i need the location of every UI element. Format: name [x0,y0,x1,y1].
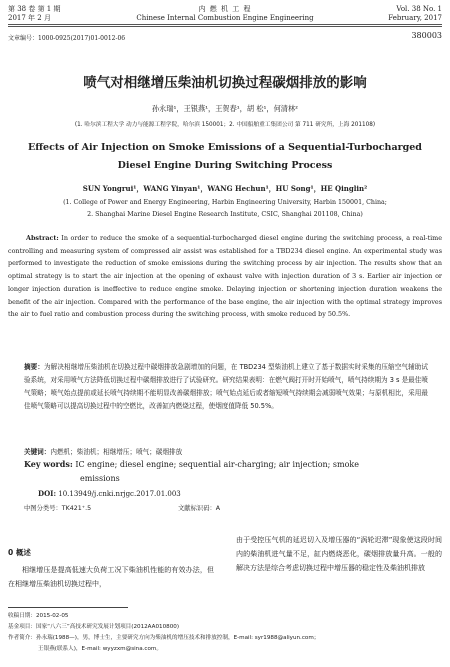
keywords-chinese: 关键词：内燃机；柴油机；相继增压；喷气；碳烟排放 [24,448,183,456]
abstract-english [8,232,442,321]
footnote-received: 收稿日期：2015-02-05 [8,613,69,619]
authors-english: SUN Yongrui¹，WANG Yinyan¹，WANG Hechun¹，HU Song¹，HE Qinglin² [82,184,368,193]
article-number: 文章编号：1000-0925(2017)01-0012-06 [8,35,126,42]
volume-info: Vol. 38 No. 1 February, 2017 [388,5,442,22]
keywords-english-cont: emissions [80,474,120,483]
affiliation-english-line2: 2. Shanghai Marine Diesel Engine Research Institute, CSIC, Shanghai 201108, China) [87,211,363,218]
affiliation-chinese: (1. 哈尔滨工程大学 动力与能源工程学院，哈尔滨 150001；2. 中国船舶重工集团公司 第 711 研究所，上海 201108) [74,122,376,128]
document-code: 文献标识码：A [178,505,221,512]
title-english-line1: Effects of Air Injection on Smoke Emissions of a Sequential-Turbocharged [28,142,422,153]
journal-name: 内 燃 机 工 程 Chinese Internal Combustion Engine Engineering [136,5,314,22]
abstract-cn-text: 为解决相继增压柴油机在切换过程中碳烟排放急剧增加的问题，在 TBD234 型柴油机上建立了基于数据实时采集的压缩空气辅助试验系统，对采用喷气方法降低切换过程中碳烟排放进行了试验研究。研究结果表明：在燃气阀打开时开始喷气，喷气持续期为 3 s 是最佳喷气策略；喷气始点提前或延长喷气持续期不能明显改善碳烟排放；喷气始点延后或者缩短喷气持续期会减弱喷气效果；与原机相比，采用最佳喷气策略可以提高切换过程中的空燃比，改善缸内燃烧过程，使烟度值降低 50.5%。 [24,363,429,410]
body-text-left: 相继增压是提高低速大负荷工况下柴油机性能的有效办法，但在相继增压柴油机切换过程中， [8,566,214,588]
doi: DOI: 10.13949/j.cnki.nrjgc.2017.01.003 [38,489,181,498]
footnote-rule [8,607,128,608]
affiliation-english-line1: (1. College of Power and Energy Engineering, Harbin Engineering University, Harbin 150001, China; [63,199,387,206]
keywords-english: Key words: IC engine; diesel engine; sequential air-charging; air injection; smoke [24,459,359,469]
footnote-contact: 王银燕(联系人)，E-mail: wyyzxm@sina.com。 [38,646,162,652]
footnote-author-bio: 作者简介：孙永瑞(1988—)，男，博士生，主要研究方向为柴油机的增压技术和排放控制，E-mail: syr1988@aliyun.com； [8,635,320,641]
issue-info: 第 38 卷 第 1 期 2017 年 2 月 [8,5,61,22]
article-code: 380003 [411,31,442,40]
title-english-line2: Diesel Engine During Switching Process [117,160,333,171]
section-heading: 0 概述 [8,548,31,557]
title-chinese: 喷气对相继增压柴油机切换过程碳烟排放的影响 [83,75,367,91]
abstract-chinese [24,361,428,413]
abstract-text: In order to reduce the smoke of a sequential-turbocharged diesel engine during the switching process, a real-time controlling and measuring system of compressed air assist was established for a TBD234 diesel engine. An experimental study was performed to investigate the reduction of smoke emissions during the switching process by air injection. The results show that an optimal strategy is to start the air injection at the opening of exhaust valve with injection duration of 3 s. Earlier air injection or longer injection duration is ineffective to reduce engine smoke. Delaying injection or shortening injection duration weakens the benefit of the air injection. Compared with the performance of the base engine, the air injection with the optimal strategy improves the air to fuel ratio and combustion process during the switching process, with smoke reduced by 50.5%. [8,234,442,319]
footnote-funding: 基金项目：国家“八六三”高技术研究发展计划项目(2012AA010800) [8,624,180,630]
body-text-right: 由于受控压气机的延迟切入及增压器的“涡轮迟滞”现象使这段时间内的柴油机进气量不足，缸内燃烧恶化，碳烟排放量升高。一般的解决方法是综合考虑切换过程中增压器的稳定性及柴油机排放 [236,536,442,572]
abstract-label: Abstract: [26,234,59,242]
header-rule-thin [8,26,442,27]
clc-number: 中图分类号：TK421⁺.5 [24,505,92,512]
header-rule [8,24,442,25]
abstract-cn-label: 摘要： [24,363,45,371]
authors-chinese: 孙永瑞¹，王银燕¹，王贺春¹，胡 松¹，何清林² [151,104,299,113]
